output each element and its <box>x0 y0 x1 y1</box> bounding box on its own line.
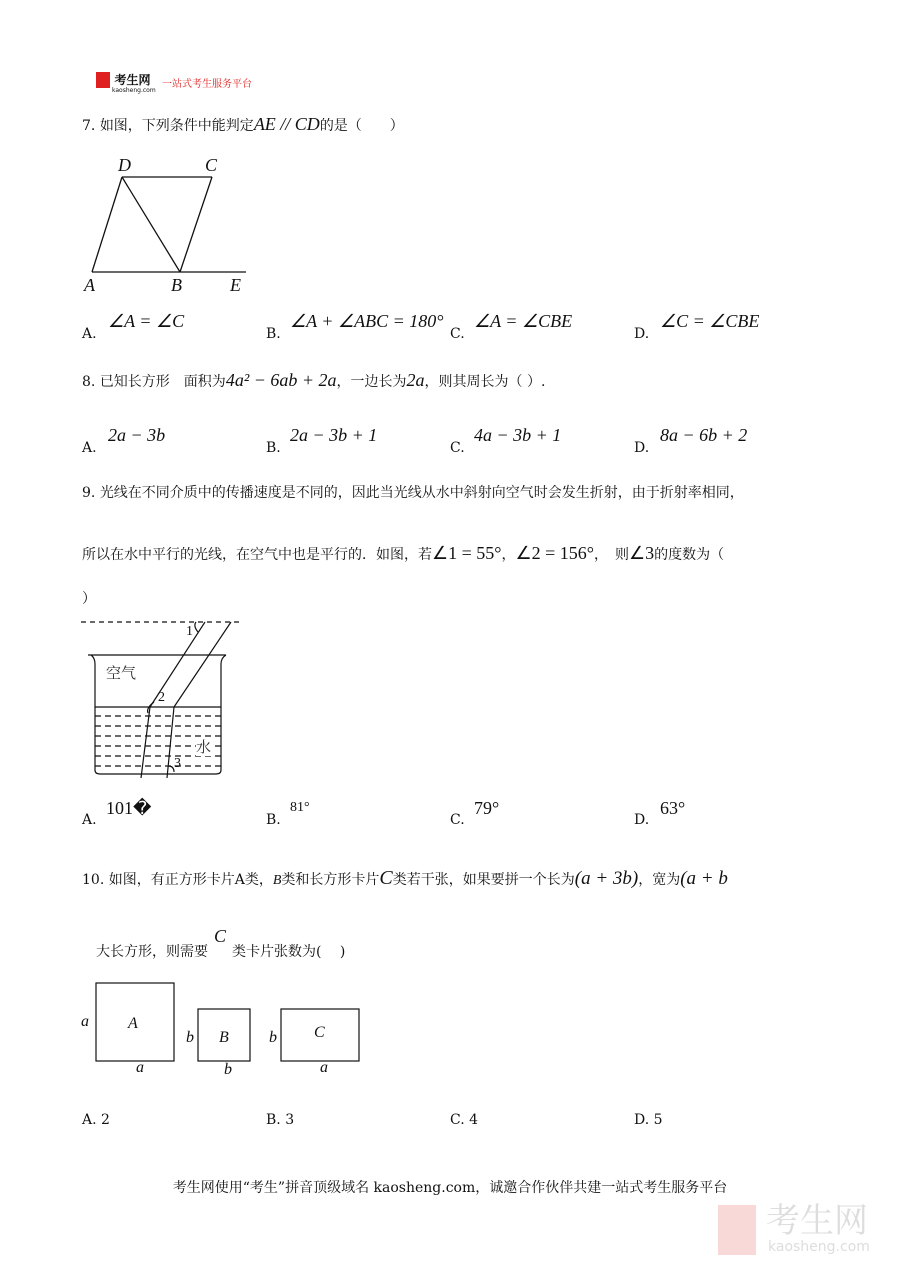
option-c[interactable]: C. 4 <box>450 1112 479 1128</box>
option-value[interactable]: 2a − 3b + 1 <box>290 425 378 445</box>
q10-line1: 10. 如图，有正方形卡片A类，B类和长方形卡片C类若干张，如果要拼一个长为(a + 3b)，宽为(a + b <box>82 867 728 889</box>
option-value[interactable]: 8a − 6b + 2 <box>660 425 748 445</box>
option-value[interactable]: 4a − 3b + 1 <box>474 425 562 445</box>
angle-3-label: 3 <box>174 756 181 771</box>
q9-line3: ） <box>82 591 96 607</box>
option-value[interactable]: 2a − 3b <box>108 425 166 445</box>
option-label[interactable]: D. <box>634 812 650 828</box>
card-a-label: A <box>128 1015 138 1032</box>
logo: 考生网 <box>96 72 150 89</box>
option-label[interactable]: B. <box>266 326 281 342</box>
q8-stem: 8. 已知长方形 面积为4a² − 6ab + 2a，一边长为2a，则其周长为（ ）. <box>82 370 546 390</box>
side-a: a <box>136 1059 144 1076</box>
option-label[interactable]: C. <box>450 326 465 342</box>
option-value[interactable]: 79° <box>474 798 500 818</box>
option-value[interactable]: ∠C = ∠CBE <box>660 311 760 331</box>
option-label[interactable]: B. <box>266 440 281 456</box>
footer-text: 考生网使用“考生”拼音顶级域名 kaosheng.com，诚邀合作伙伴共建一站式考生服务平台 <box>172 1180 728 1196</box>
card-b-label: B <box>219 1029 229 1046</box>
option-value[interactable]: 101� <box>106 798 152 818</box>
watermark-logo-icon <box>718 1205 756 1255</box>
water-label: 水 <box>196 738 212 756</box>
label-a: A <box>84 275 95 295</box>
q10-line2: 大长方形，则需要C类卡片张数为( ) <box>96 926 346 960</box>
q9-line2: 所以在水中平行的光线，在空气中也是平行的．如图，若∠1 = 55°，∠2 = 156°， 则∠3的度数为（ <box>82 543 725 563</box>
option-value[interactable]: ∠A = ∠CBE <box>474 311 573 331</box>
label-b: B <box>171 275 182 295</box>
option-label[interactable]: D. <box>634 440 650 456</box>
option-d[interactable]: D. 5 <box>634 1112 663 1128</box>
option-label[interactable]: A. <box>82 812 97 828</box>
option-value[interactable]: 81° <box>290 800 310 815</box>
side-b: b <box>269 1029 277 1046</box>
option-label[interactable]: C. <box>450 812 465 828</box>
side-b: b <box>224 1061 232 1078</box>
option-b[interactable]: B. 3 <box>266 1112 295 1128</box>
watermark: 考生网 kaosheng.com <box>718 1205 888 1257</box>
option-label[interactable]: B. <box>266 812 281 828</box>
option-label[interactable]: C. <box>450 440 465 456</box>
logo-sub: kaosheng.com <box>112 87 156 94</box>
option-label[interactable]: D. <box>634 326 650 342</box>
option-value[interactable]: ∠A = ∠C <box>108 311 185 331</box>
q7-stem: 7. 如图，下列条件中能判定AE // CD的是（ ） <box>82 114 404 134</box>
q9-line1: 9. 光线在不同介质中的传播速度是不同的，因此当光线从水中斜射向空气时会发生折射，由于折射率相同， <box>82 485 744 501</box>
label-e: E <box>230 275 241 295</box>
option-value[interactable]: 63° <box>660 798 686 818</box>
side-b: b <box>186 1029 194 1046</box>
label-c: C <box>205 155 218 175</box>
slogan: 一站式考生服务平台 <box>162 79 252 90</box>
angle-2-label: 2 <box>158 690 165 705</box>
option-a[interactable]: A. 2 <box>82 1112 110 1128</box>
option-label[interactable]: A. <box>82 326 97 342</box>
q7-figure <box>92 177 246 272</box>
option-label[interactable]: A. <box>82 440 97 456</box>
angle-1-label: 1 <box>186 624 193 639</box>
option-value[interactable]: ∠A + ∠ABC = 180° <box>290 311 444 331</box>
card-c-label: C <box>314 1024 325 1041</box>
side-a: a <box>81 1013 89 1030</box>
side-a: a <box>320 1059 328 1076</box>
label-d: D <box>118 155 131 175</box>
air-label: 空气 <box>106 664 137 682</box>
